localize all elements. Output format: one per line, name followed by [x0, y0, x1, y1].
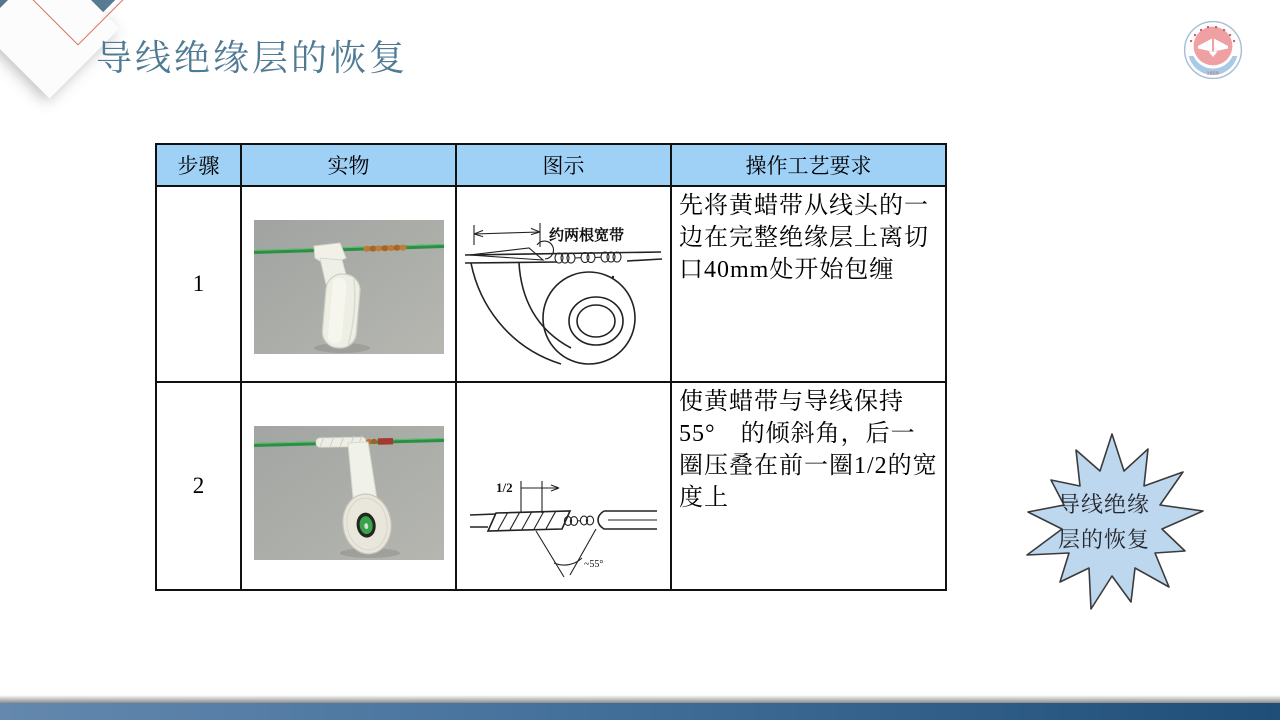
callout-text: [1058, 487, 1198, 557]
diagram2-angle-label: ~55°: [584, 559, 604, 570]
red-marker: [377, 438, 392, 445]
table-header-row: [156, 144, 946, 186]
step-number-1: 1: [156, 186, 241, 382]
requirement-2: 使黄蜡带与导线保持55° 的倾斜角，后一圈压叠在前一圈1/2的宽度上: [671, 382, 946, 590]
bottom-bar-shadow: [0, 695, 1280, 703]
splice-scribble: [564, 516, 593, 525]
photo-cell-2: [241, 382, 456, 590]
requirement-1: 先将黄蜡带从线头的一边在完整绝缘层上离切口40mm处开始包缠: [671, 186, 946, 382]
header-step: 步骤: [156, 144, 241, 186]
procedure-table: [155, 143, 947, 591]
hatched-band: [488, 511, 570, 531]
table-row: [156, 382, 946, 590]
school-logo: [1183, 20, 1243, 80]
logo-year: 1958: [1206, 70, 1220, 76]
header-diagram: 图示: [456, 144, 671, 186]
diagram1-label: 约两根宽带: [549, 228, 625, 244]
photo-cell-1: [241, 186, 456, 382]
diagram-wrap-start: [461, 197, 666, 375]
page-title: 导线绝缘层的恢复: [96, 37, 409, 78]
diagram-cell-1: [456, 186, 671, 382]
callout-line-2: 层的恢复: [1058, 527, 1151, 552]
diagram-cell-2: [456, 382, 671, 590]
diagram2-width-label: 1/2: [496, 480, 513, 495]
callout-line-1: 导线绝缘: [1058, 492, 1151, 517]
bottom-accent-bar: [0, 703, 1280, 720]
header-photo: 实物: [241, 144, 456, 186]
photo-tape-start: [254, 220, 444, 354]
right-wire: [598, 511, 657, 529]
diagram-wrap-angle: [466, 451, 661, 583]
header-requirement: 操作工艺要求: [671, 144, 946, 186]
photo-tape-wrapping: [254, 426, 444, 560]
step-number-2: 2: [156, 382, 241, 590]
table-row: [156, 186, 946, 382]
